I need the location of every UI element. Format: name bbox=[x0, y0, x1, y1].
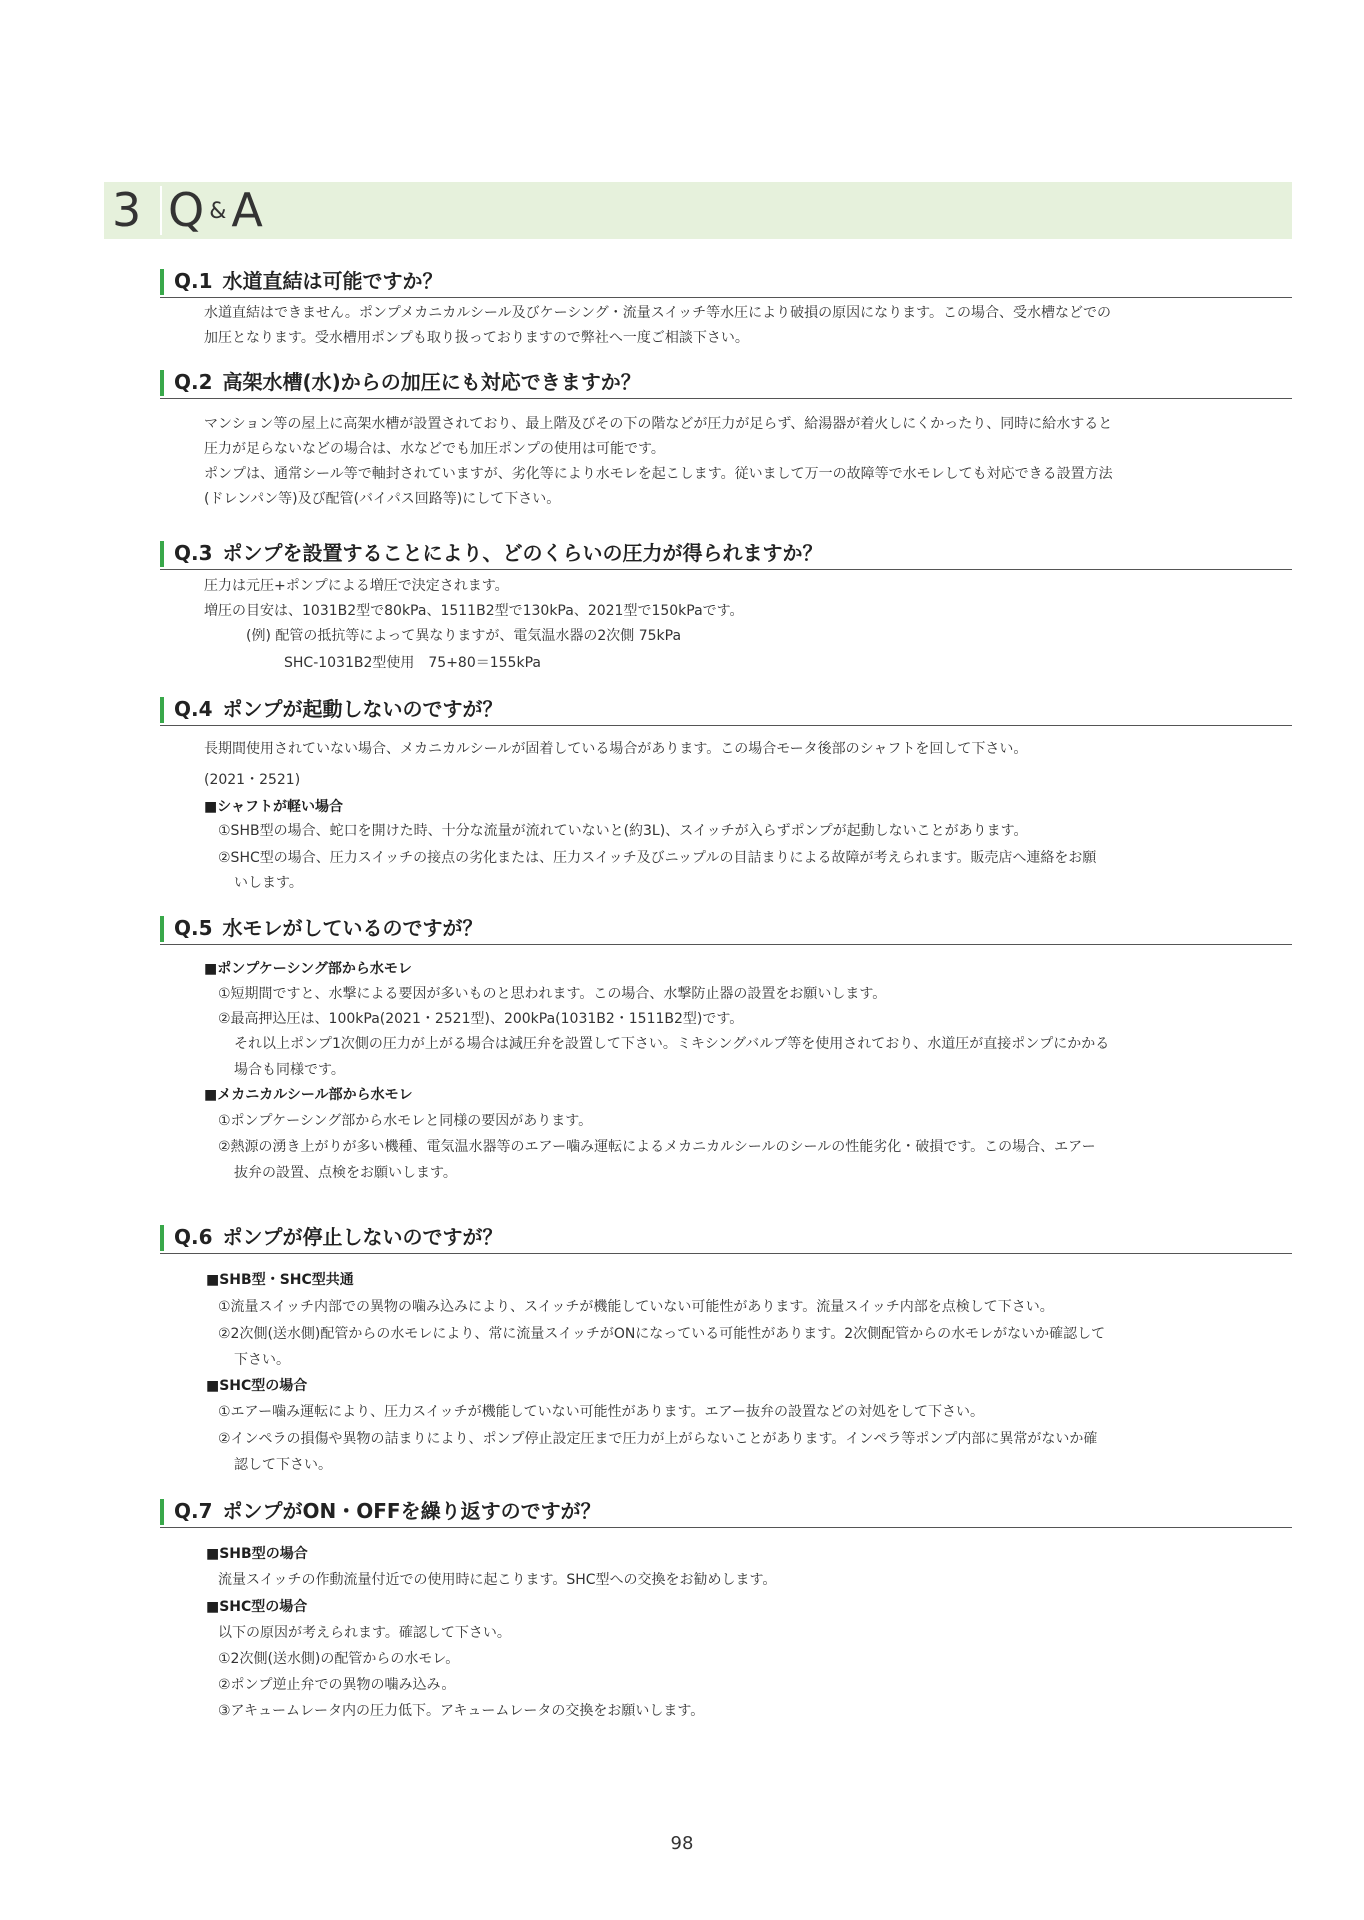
answer-subheading: ■メカニカルシール部から水モレ bbox=[204, 1087, 413, 1103]
answer-subheading: ■ポンプケーシング部から水モレ bbox=[204, 961, 412, 977]
answer-line: ②熱源の湧き上がりが多い機種、電気温水器等のエアー噛み運転によるメカニカルシールのシールの性能劣化・破損です。この場合、エアー bbox=[218, 1139, 1096, 1155]
answer-line: 圧力は元圧+ポンプによる増圧で決定されます。 bbox=[204, 578, 509, 594]
question-heading bbox=[160, 1496, 1292, 1528]
question-label: Q.6 bbox=[174, 1225, 213, 1249]
page-number: 98 bbox=[670, 1833, 694, 1854]
question-heading bbox=[160, 1222, 1292, 1254]
question-heading bbox=[160, 367, 1292, 399]
answer-subheading: ■SHC型の場合 bbox=[206, 1599, 308, 1615]
answer-line: ②インペラの損傷や異物の詰まりにより、ポンプ停止設定圧まで圧力が上がらないことがあります。インペラ等ポンプ内部に異常がないか確 bbox=[218, 1431, 1098, 1447]
question-3 bbox=[160, 538, 1292, 671]
question-label: Q.7 bbox=[174, 1499, 213, 1523]
chapter-title bbox=[168, 182, 264, 239]
answer-subheading: ■SHB型・SHC型共通 bbox=[206, 1272, 354, 1288]
answer-line: SHC-1031B2型使用 75+80＝155kPa bbox=[284, 655, 541, 671]
answer-line: それ以上ポンプ1次側の圧力が上がる場合は減圧弁を設置して下さい。ミキシングバルブ等を使用されており、水道圧が直接ポンプにかかる bbox=[234, 1036, 1110, 1052]
question-title: ポンプが起動しないのですが？ bbox=[222, 697, 503, 721]
answer-line: 加圧となります。受水槽用ポンプも取り扱っておりますので弊社へ一度ご相談下さい。 bbox=[204, 330, 749, 346]
question-title: ポンプがON・OFFを繰り返すのですが？ bbox=[222, 1499, 601, 1523]
answer-line: 下さい。 bbox=[234, 1352, 290, 1368]
answer-line: ②2次側(送水側)配管からの水モレにより、常に流量スイッチがONになっている可能性があります。2次側配管からの水モレがないか確認して bbox=[218, 1326, 1106, 1342]
question-5 bbox=[160, 913, 1292, 1181]
answer-line: 長期間使用されていない場合、メカニカルシールが固着している場合があります。この場合モータ後部のシャフトを回して下さい。 bbox=[204, 741, 1028, 757]
answer-line: ②最高押込圧は、100kPa(2021・2521型)、200kPa(1031B2・1511B2型)です。 bbox=[218, 1011, 744, 1027]
answer-line: 認して下さい。 bbox=[234, 1457, 332, 1473]
answer-line: ②SHC型の場合、圧力スイッチの接点の劣化または、圧力スイッチ及びニップルの目詰まりによる故障が考えられます。販売店へ連絡をお願 bbox=[218, 850, 1097, 866]
answer-line: ②ポンプ逆止弁での異物の噛み込み。 bbox=[218, 1677, 456, 1693]
question-2 bbox=[160, 367, 1292, 507]
chapter-header-bar bbox=[104, 182, 1292, 239]
answer-line: ①エアー噛み運転により、圧力スイッチが機能していない可能性があります。エアー抜弁の設置などの対処をして下さい。 bbox=[218, 1404, 985, 1420]
question-title: 高架水槽(水)からの加圧にも対応できますか？ bbox=[222, 370, 641, 394]
question-title: ポンプが停止しないのですが？ bbox=[222, 1225, 503, 1249]
answer-line: ポンプは、通常シール等で軸封されていますが、劣化等により水モレを起こします。従いまして万一の故障等で水モレしても対応できる設置方法 bbox=[204, 466, 1113, 482]
question-title: 水道直結は可能ですか？ bbox=[222, 269, 443, 293]
answer-subheading: ■シャフトが軽い場合 bbox=[204, 799, 343, 815]
question-1 bbox=[160, 266, 1292, 346]
answer-line: (例) 配管の抵抗等によって異なりますが、電気温水器の2次側 75kPa bbox=[246, 628, 682, 644]
answer-subheading: ■SHC型の場合 bbox=[206, 1378, 308, 1394]
answer-line: 水道直結はできません。ポンプメカニカルシール及びケーシング・流量スイッチ等水圧により破損の原因になります。この場合、受水槽などでの bbox=[204, 305, 1112, 321]
chapter-number: 3 bbox=[112, 183, 142, 237]
answer-line: ③アキュームレータ内の圧力低下。アキュームレータの交換をお願いします。 bbox=[218, 1703, 705, 1719]
answer-line: (2021・2521) bbox=[204, 772, 301, 788]
answer-line: いします。 bbox=[234, 875, 303, 891]
answer-line: 流量スイッチの作動流量付近での使用時に起こります。SHC型への交換をお勧めします。 bbox=[218, 1572, 777, 1588]
answer-line: マンション等の屋上に高架水槽が設置されており、最上階及びその下の階などが圧力が足らず、給湯器が着火しにくかったり、同時に給水すると bbox=[204, 416, 1113, 432]
answer-line: ①ポンプケーシング部から水モレと同様の要因があります。 bbox=[218, 1113, 593, 1129]
question-label: Q.5 bbox=[174, 916, 213, 940]
answer-line: 圧力が足らないなどの場合は、水などでも加圧ポンプの使用は可能です。 bbox=[204, 441, 665, 457]
question-title: ポンプを設置することにより、どのくらいの圧力が得られますか？ bbox=[222, 541, 823, 565]
answer-line: ①流量スイッチ内部での異物の噛み込みにより、スイッチが機能していない可能性があります。流量スイッチ内部を点検して下さい。 bbox=[218, 1299, 1054, 1315]
question-label: Q.2 bbox=[174, 370, 213, 394]
question-heading bbox=[160, 266, 1292, 298]
chapter-title-a: A bbox=[231, 183, 264, 237]
answer-line: ①SHB型の場合、蛇口を開けた時、十分な流量が流れていないと(約3L)、スイッチが入らずポンプが起動しないことがあります。 bbox=[218, 823, 1028, 839]
question-label: Q.4 bbox=[174, 697, 213, 721]
answer-line: ①2次側(送水側)の配管からの水モレ。 bbox=[218, 1651, 460, 1667]
answer-line: 場合も同様です。 bbox=[234, 1062, 345, 1078]
question-6 bbox=[160, 1222, 1292, 1473]
answer-subheading: ■SHB型の場合 bbox=[206, 1546, 308, 1562]
chapter-divider bbox=[160, 186, 162, 235]
question-label: Q.1 bbox=[174, 269, 213, 293]
question-label: Q.3 bbox=[174, 541, 213, 565]
chapter-title-q: Q bbox=[168, 183, 206, 237]
question-4 bbox=[160, 694, 1292, 891]
chapter-title-amp: & bbox=[209, 199, 228, 224]
answer-line: (ドレンパン等)及び配管(バイパス回路等)にして下さい。 bbox=[204, 491, 561, 507]
question-7 bbox=[160, 1496, 1292, 1719]
question-title: 水モレがしているのですが？ bbox=[222, 916, 483, 940]
question-heading bbox=[160, 694, 1292, 726]
answer-line: ①短期間ですと、水撃による要因が多いものと思われます。この場合、水撃防止器の設置をお願いします。 bbox=[218, 986, 887, 1002]
answer-line: 以下の原因が考えられます。確認して下さい。 bbox=[218, 1625, 511, 1641]
answer-line: 増圧の目安は、1031B2型で80kPa、1511B2型で130kPa、2021型で150kPaです。 bbox=[204, 603, 744, 619]
question-heading bbox=[160, 538, 1292, 570]
answer-line: 抜弁の設置、点検をお願いします。 bbox=[234, 1165, 457, 1181]
question-heading bbox=[160, 913, 1292, 945]
